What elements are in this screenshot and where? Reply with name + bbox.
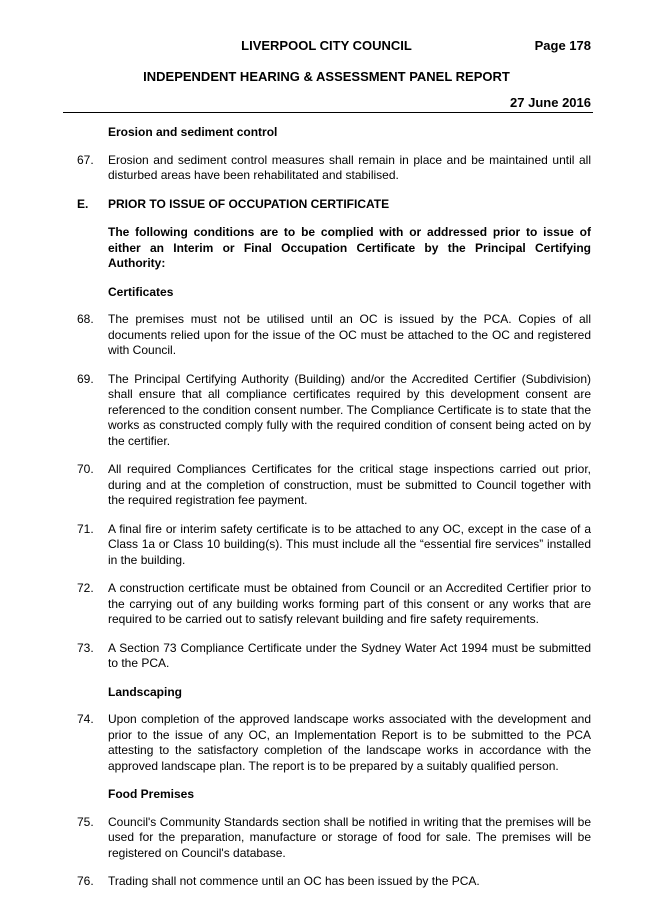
section-letter: E. [77, 196, 89, 211]
condition-number: 68. [77, 312, 94, 326]
condition-number: 73. [77, 640, 94, 655]
condition-number: 74. [77, 712, 94, 726]
header-date: 27 June 2016 [510, 95, 591, 110]
condition-item [77, 153, 591, 184]
condition-text: A construction certificate must be obtained from Council or an Accredited Certifier prior to the carrying out of any building works forming part of this consent or any works that are required to be carried out to satisfy relevant building and fire safety requirements. [108, 581, 591, 626]
header-council: LIVERPOOL CITY COUNCIL [241, 38, 412, 53]
condition-number: 76. [77, 874, 94, 888]
heading-food-premises: Food Premises [108, 787, 195, 801]
condition-item [77, 312, 591, 359]
heading-landscaping: Landscaping [108, 684, 183, 699]
condition-item [77, 372, 591, 450]
condition-item [77, 815, 591, 862]
document-body [77, 125, 591, 903]
condition-text: Upon completion of the approved landscape works associated with the development and prior to the issue of any OC, an Implementation Report is to be submitted to the PCA attesting to the satisfactory completion of the landscape works in accordance with the approved landscape plan. The report is to be prepared by a suitably qualified person. [108, 712, 591, 773]
condition-text: Trading shall not commence until an OC has been issued by the PCA. [108, 874, 480, 888]
condition-number: 67. [77, 152, 94, 167]
header-report-title: INDEPENDENT HEARING & ASSESSMENT PANEL REPORT [143, 69, 510, 84]
condition-number: 70. [77, 462, 94, 476]
condition-text: The Principal Certifying Authority (Building) and/or the Accredited Certifier (Subdivision) shall ensure that all compliance certificates required by this development consent are referenced to the condition consent number. The Compliance Certificate is to state that the works as constructed comply fully with the required condition of consent being acted on by the certifier. [108, 371, 591, 448]
condition-number: 72. [77, 581, 94, 595]
condition-item [77, 712, 591, 774]
condition-item [77, 581, 591, 628]
condition-text: The premises must not be utilised until an OC is issued by the PCA. Copies of all documents relied upon for the issue of the OC must be attached to the OC and registered with Council. [108, 312, 591, 357]
condition-text: A final fire or interim safety certificate is to be attached to any OC, except in the case of a Class 1a or Class 10 building(s). This must include all the “essential fire services” installed in the building. [108, 521, 591, 567]
section-title: PRIOR TO ISSUE OF OCCUPATION CERTIFICATE [108, 196, 390, 211]
heading-certificates: Certificates [108, 284, 174, 299]
condition-number: 75. [77, 814, 94, 829]
condition-text: A Section 73 Compliance Certificate under the Sydney Water Act 1994 must be submitted to the PCA. [108, 640, 591, 670]
heading-erosion: Erosion and sediment control [108, 125, 278, 139]
condition-text: Erosion and sediment control measures shall remain in place and be maintained until all disturbed areas have been rehabilitated and stabilised. [108, 152, 591, 182]
header-divider [63, 112, 593, 113]
condition-text: All required Compliances Certificates for the critical stage inspections carried out prior, during and at the completion of construction, must be submitted to Council together with the required registration fee payment. [108, 462, 591, 507]
condition-item [77, 462, 591, 509]
section-e-intro: The following conditions are to be complied with or addressed prior to issue of either an Interim or Final Occupation Certificate by the Principal Certifying Authority: [108, 225, 591, 270]
condition-item [77, 874, 591, 890]
condition-item [77, 641, 591, 672]
condition-item [77, 522, 591, 569]
condition-number: 71. [77, 521, 94, 536]
header-page-number: Page 178 [534, 38, 591, 53]
section-e-heading [77, 197, 591, 213]
condition-number: 69. [77, 371, 94, 386]
condition-text: Council's Community Standards section shall be notified in writing that the premises will be used for the preparation, manufacture or storage of food for sale. The premises will be registered on Council's database. [108, 814, 591, 860]
